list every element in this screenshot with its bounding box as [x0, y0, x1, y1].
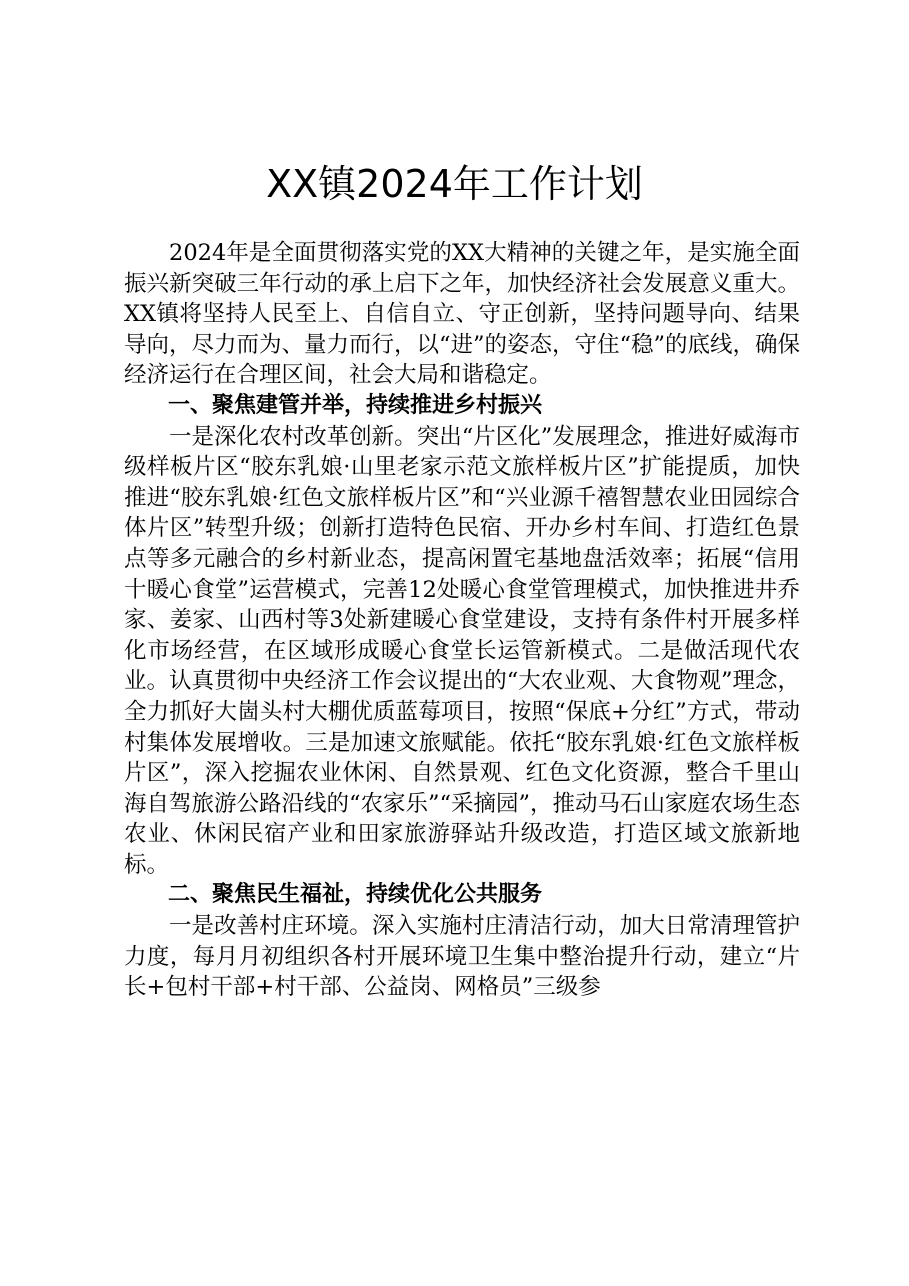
section-heading-1: 一、聚焦建管并举，持续推进乡村振兴	[168, 392, 543, 418]
document-title: XX镇2024年工作计划	[266, 162, 643, 206]
intro-paragraph: 2024年是全面贯彻落实党的XX大精神的关键之年，是实施全面振兴新突破三年行动的承上启下之年，加快经济社会发展意义重大。XX镇将坚持人民至上、自信自立、守正创新，坚持问题导向、结果导向，尽力而为、量力而行，以“进”的姿态，守住“稳”的底线，确保经济运行在合理区间，社会大局和谐稳定。	[124, 240, 801, 389]
section-paragraph-2: 一是改善村庄环境。深入实施村庄清洁行动，加大日常清理管护力度，每月月初组织各村开展环境卫生集中整治提升行动，建立“片长+包村干部+村干部、公益岗、网格员”三级参	[124, 913, 800, 1001]
section-paragraph-1: 一是深化农村改革创新。突出“片区化”发展理念，推进好威海市级样板片区“胶东乳娘·山里老家示范文旅样板片区”扩能提质，加快推进“胶东乳娘·红色文旅样板片区”和“兴业源千禧智慧农业田园综合体片区”转型升级；创新打造特色民宿、开办乡村车间、打造红色景点等多元融合的乡村新业态，提高闲置宅基地盘活效率；拓展“信用十暖心食堂”运营模式，完善12处暖心食堂管理模式，加快推进井乔家、姜家、山西村等3处新建暖心食堂建设，支持有条件村开展多样化市场经营，在区域形成暖心食堂长运管新模式。二是做活现代农业。认真贯彻中央经济工作会议提出的“大农业观、大食物观”理念，全力抓好大崮头村大棚优质蓝莓项目，按照“保底+分红”方式，带动村集体发展增收。三是加速文旅赋能。依托“胶东乳娘·红色文旅样板片区”，深入挖掘农业休闲、自然景观、红色文化资源，整合千里山海自驾旅游公路沿线的“农家乐”“采摘园”，推动马石山家庭农场生态农业、休闲民宿产业和田家旅游驿站升级改造，打造区域文旅新地标。	[124, 423, 801, 878]
document-body	[124, 238, 800, 1003]
section-heading-2: 二、聚焦民生福祉，持续优化公共服务	[168, 882, 543, 908]
